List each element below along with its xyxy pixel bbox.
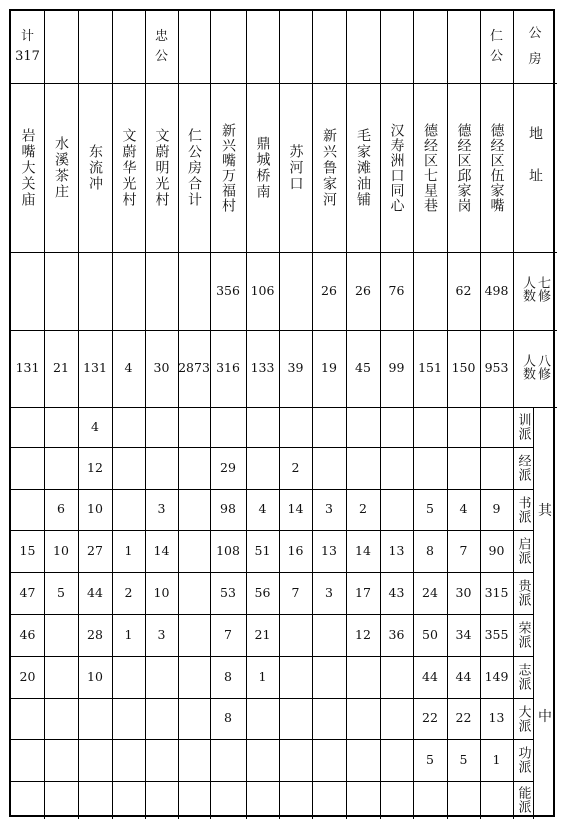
- baxiu-count: 131: [83, 360, 107, 376]
- address-text: 德经区伍家嘴: [488, 122, 505, 213]
- sect-count: [44, 447, 78, 489]
- sect-count: 90: [488, 542, 505, 558]
- sect-count: 3: [157, 501, 166, 517]
- sect-count: [145, 407, 178, 447]
- sect-count: [11, 489, 44, 530]
- sect-count: 27: [87, 542, 103, 558]
- sect-count: [346, 407, 380, 447]
- sect-count: 1: [124, 542, 133, 558]
- address-cell: [11, 83, 44, 252]
- sect-count: 7: [459, 542, 468, 558]
- sect-count: [279, 407, 312, 447]
- sect-count: [312, 447, 346, 489]
- sect-count: [78, 781, 112, 819]
- baxiu-count: 21: [53, 360, 69, 376]
- sect-count: 17: [355, 584, 371, 600]
- qixiu-count: [279, 252, 312, 330]
- qixiu-count: 26: [321, 282, 337, 298]
- sect-count: 46: [19, 626, 36, 642]
- sect-count: [112, 781, 145, 819]
- sect-label: 能派: [515, 786, 531, 814]
- sect-count: [44, 698, 78, 739]
- sect-count: 13: [488, 710, 505, 726]
- baxiu-count: 150: [451, 360, 476, 376]
- address-cell: [44, 83, 78, 252]
- sect-label: 贵派: [515, 579, 531, 607]
- sect-count: [78, 698, 112, 739]
- sect-count: 315: [484, 584, 509, 600]
- sect-count: 13: [321, 542, 337, 558]
- sect-label: 大派: [515, 704, 531, 733]
- sect-count: [210, 407, 246, 447]
- sect-count: [312, 698, 346, 739]
- sect-count: [346, 698, 380, 739]
- sect-count: 5: [426, 501, 434, 517]
- address-cell: [480, 83, 513, 252]
- sect-count: 4: [258, 501, 267, 517]
- sect-count: [178, 530, 210, 572]
- sect-count: [480, 407, 513, 447]
- qixiu-count: [178, 252, 210, 330]
- sect-count: [178, 698, 210, 739]
- sect-count: 47: [19, 584, 36, 600]
- sect-count: [44, 781, 78, 819]
- sect-count: [11, 739, 44, 781]
- sect-count: [380, 407, 413, 447]
- sect-count: 16: [287, 542, 304, 558]
- address-text: 德经区邱家岗: [455, 122, 472, 213]
- sect-count: 51: [254, 542, 271, 558]
- sect-count: 28: [87, 626, 103, 642]
- sect-count: [178, 407, 210, 447]
- sect-count: [145, 447, 178, 489]
- qixiu-count: [44, 252, 78, 330]
- sect-count: [380, 781, 413, 819]
- baxiu-count: 151: [418, 360, 442, 376]
- sect-count: 10: [87, 501, 103, 517]
- sect-count: 14: [355, 542, 371, 558]
- sect-count: [312, 656, 346, 698]
- qixiu-count: 62: [455, 282, 472, 298]
- side-label: 中: [538, 708, 552, 725]
- sect-count: [480, 447, 513, 489]
- sect-count: 9: [492, 501, 501, 517]
- baxiu-count: 133: [250, 360, 275, 376]
- qixiu-count: 76: [388, 282, 405, 298]
- address-text: 毛家滩油铺: [355, 127, 371, 208]
- sect-count: [178, 739, 210, 781]
- qixiu-count: 356: [216, 282, 240, 298]
- sect-count: 22: [455, 710, 472, 726]
- sect-label: 训派: [515, 413, 531, 441]
- sect-count: 1: [124, 626, 133, 642]
- sect-count: 7: [291, 584, 300, 600]
- group-header: 仁 公: [489, 29, 503, 64]
- sect-count: [380, 656, 413, 698]
- sect-count: [312, 781, 346, 819]
- sect-count: [78, 739, 112, 781]
- sect-count: 2: [124, 584, 133, 600]
- sect-label: 经派: [515, 454, 531, 482]
- address-cell: [78, 83, 112, 252]
- sect-count: 34: [455, 626, 472, 642]
- sect-count: [380, 447, 413, 489]
- sect-count: 98: [220, 501, 236, 517]
- sect-count: [246, 781, 279, 819]
- sect-count: [246, 698, 279, 739]
- qixiu-count: [145, 252, 178, 330]
- sect-count: [112, 739, 145, 781]
- sect-count: 24: [422, 584, 438, 600]
- sect-count: [112, 447, 145, 489]
- sect-count: [413, 447, 447, 489]
- row-label: 七修人数: [520, 276, 550, 302]
- sect-count: 8: [224, 710, 232, 726]
- address-text: 鼎城桥南: [254, 135, 271, 200]
- sect-count: [11, 407, 44, 447]
- baxiu-count: 30: [153, 360, 170, 376]
- sect-label: 志派: [515, 663, 531, 691]
- sect-count: 10: [153, 584, 170, 600]
- address-cell: [210, 83, 246, 252]
- sect-count: 14: [153, 542, 170, 558]
- sect-count: 10: [53, 542, 69, 558]
- baxiu-count: 316: [216, 360, 240, 376]
- sect-count: 5: [459, 751, 468, 767]
- sect-count: 50: [422, 626, 438, 642]
- sect-count: 2: [359, 501, 367, 517]
- baxiu-count: 99: [388, 360, 405, 376]
- sect-count: [346, 656, 380, 698]
- sect-count: 15: [19, 542, 36, 558]
- sect-count: [447, 407, 480, 447]
- address-cell: [145, 83, 178, 252]
- sect-count: [44, 656, 78, 698]
- sect-count: [279, 739, 312, 781]
- sect-count: 56: [254, 584, 271, 600]
- sect-count: [246, 447, 279, 489]
- sect-count: 14: [287, 501, 304, 517]
- address-cell: [312, 83, 346, 252]
- address-cell: [413, 83, 447, 252]
- sect-count: 3: [325, 584, 333, 600]
- address-cell: [112, 83, 145, 252]
- sect-count: [246, 407, 279, 447]
- baxiu-count: 45: [355, 360, 371, 376]
- sect-count: [279, 698, 312, 739]
- sect-count: 2: [291, 459, 300, 475]
- address-cell: [178, 83, 210, 252]
- sect-count: [413, 407, 447, 447]
- sect-count: [44, 407, 78, 447]
- sect-count: [112, 698, 145, 739]
- address-cell: [346, 83, 380, 252]
- address-text: 苏河口: [287, 143, 304, 192]
- sect-count: 22: [422, 710, 438, 726]
- sect-count: 21: [254, 626, 271, 642]
- address-text: 汉寿洲口同心: [388, 122, 405, 213]
- sect-count: 44: [422, 668, 438, 684]
- address-cell: [447, 83, 480, 252]
- address-text: 新兴鲁家河: [321, 127, 337, 208]
- sect-label: 启派: [515, 537, 531, 565]
- sect-count: 5: [426, 751, 434, 767]
- qixiu-count: [78, 252, 112, 330]
- sect-count: [112, 407, 145, 447]
- sect-count: 8: [426, 542, 434, 558]
- sect-count: [210, 739, 246, 781]
- sect-count: [44, 739, 78, 781]
- address-text: 东流冲: [87, 143, 103, 192]
- group-header: 计 317: [15, 29, 40, 64]
- sect-count: 3: [325, 501, 333, 517]
- sect-count: [11, 781, 44, 819]
- sect-count: [413, 781, 447, 819]
- qixiu-count: [11, 252, 44, 330]
- baxiu-count: 19: [321, 360, 337, 376]
- sect-count: [112, 489, 145, 530]
- sect-count: [279, 781, 312, 819]
- qixiu-count: 106: [250, 282, 275, 298]
- sect-count: [178, 614, 210, 656]
- sect-count: [380, 489, 413, 530]
- address-text: 岩嘴大关庙: [19, 127, 36, 208]
- corner-label: 公 房: [528, 26, 542, 67]
- sect-count: 1: [492, 751, 501, 767]
- sect-count: [145, 739, 178, 781]
- sect-label: 书派: [515, 495, 531, 524]
- address-cell: [380, 83, 413, 252]
- sect-count: [246, 739, 279, 781]
- sect-count: 44: [87, 584, 103, 600]
- address-cell: [246, 83, 279, 252]
- sect-count: [210, 781, 246, 819]
- sect-count: 4: [459, 501, 468, 517]
- side-label: 其: [538, 502, 552, 519]
- sect-count: 20: [19, 668, 36, 684]
- sect-count: [346, 781, 380, 819]
- sect-count: [312, 614, 346, 656]
- baxiu-count: 39: [287, 360, 304, 376]
- sect-count: 355: [484, 626, 509, 642]
- sect-count: [178, 781, 210, 819]
- sect-count: 5: [57, 584, 65, 600]
- sect-count: 7: [224, 626, 232, 642]
- sect-count: [312, 407, 346, 447]
- census-table: [9, 9, 555, 817]
- sect-label: 荣派: [515, 621, 531, 649]
- sect-count: [279, 614, 312, 656]
- address-text: 文蔚华光村: [120, 127, 137, 208]
- qixiu-count: [413, 252, 447, 330]
- sect-count: 149: [484, 668, 509, 684]
- sect-count: 36: [388, 626, 405, 642]
- sect-count: 12: [87, 459, 103, 475]
- baxiu-count: 953: [484, 360, 509, 376]
- sect-count: 43: [388, 584, 405, 600]
- sect-count: [380, 739, 413, 781]
- baxiu-count: 131: [15, 360, 40, 376]
- address-cell: [279, 83, 312, 252]
- sect-count: [380, 698, 413, 739]
- sect-count: [279, 656, 312, 698]
- sect-count: 30: [455, 584, 472, 600]
- baxiu-count: 4: [124, 360, 133, 376]
- sect-count: 6: [57, 501, 65, 517]
- sect-count: 53: [220, 584, 236, 600]
- sect-count: [145, 656, 178, 698]
- sect-label: 功派: [515, 746, 531, 774]
- sect-count: [11, 698, 44, 739]
- sect-count: 3: [157, 626, 166, 642]
- sect-count: [44, 614, 78, 656]
- sect-count: 1: [258, 668, 267, 684]
- group-header: 忠 公: [154, 29, 168, 64]
- qixiu-count: [112, 252, 145, 330]
- sect-count: 13: [388, 542, 405, 558]
- sect-count: [112, 656, 145, 698]
- sect-count: 10: [87, 668, 103, 684]
- baxiu-count: 2873: [178, 360, 210, 376]
- sect-count: [178, 489, 210, 530]
- row-label: 八修人数: [520, 353, 550, 380]
- sect-count: 29: [220, 459, 236, 475]
- sect-count: 8: [224, 668, 232, 684]
- sect-count: [346, 447, 380, 489]
- sect-count: [480, 781, 513, 819]
- sect-count: [11, 447, 44, 489]
- address-text: 仁公房合计: [186, 127, 202, 208]
- sect-count: [447, 781, 480, 819]
- sect-count: [145, 781, 178, 819]
- sect-count: [312, 739, 346, 781]
- address-text: 新兴嘴万福村: [220, 122, 236, 213]
- address-text: 德经区七星巷: [422, 122, 438, 213]
- sect-count: [145, 698, 178, 739]
- sect-count: 108: [216, 542, 240, 558]
- address-text: 文蔚明光村: [153, 127, 170, 208]
- sect-count: 12: [355, 626, 371, 642]
- sect-count: [447, 447, 480, 489]
- sect-count: [178, 656, 210, 698]
- sect-count: 4: [91, 418, 99, 434]
- address-text: 水溪茶庄: [53, 135, 69, 200]
- sect-count: [346, 739, 380, 781]
- address-label: 地址: [527, 125, 543, 210]
- sect-count: [178, 572, 210, 614]
- sect-count: [178, 447, 210, 489]
- sect-count: 44: [455, 668, 472, 684]
- qixiu-count: 26: [355, 282, 371, 298]
- qixiu-count: 498: [484, 282, 509, 298]
